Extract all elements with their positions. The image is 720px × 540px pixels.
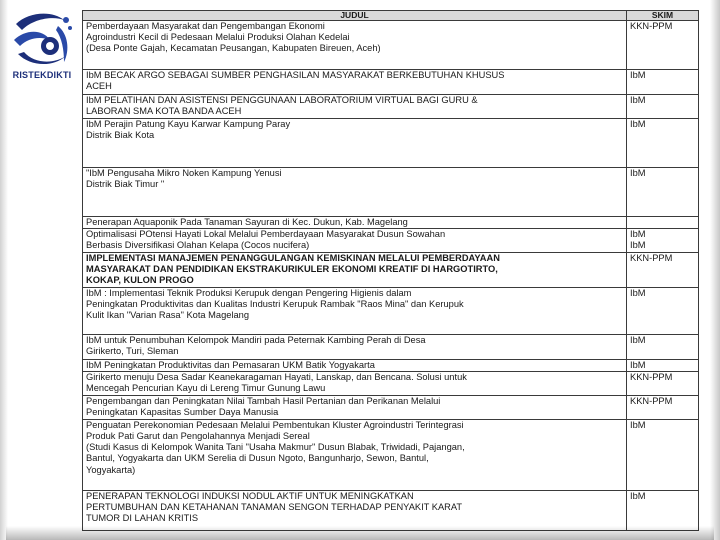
judul-cell — [83, 168, 627, 217]
table-row — [83, 229, 699, 252]
judul-cell — [83, 395, 627, 419]
skim-line: KKN-PPM — [630, 21, 673, 31]
skim-cell — [627, 490, 699, 530]
table-row — [83, 217, 699, 229]
judul-line: IbM Peningkatan Produktivitas dan Pemasaran UKM Batik Yogyakarta — [86, 359, 375, 370]
judul-cell — [83, 95, 627, 119]
logo-panel — [0, 0, 82, 540]
skim-line: IbM — [630, 70, 646, 80]
judul-line: Produk Pati Garut dan Pengolahannya Menjadi Sereal — [86, 431, 310, 442]
skim-line: IbM — [630, 419, 646, 430]
judul-line: Berbasis Diversifikasi Olahan Kelapa (Cocos nucifera) — [86, 240, 310, 251]
judul-line: PENERAPAN TEKNOLOGI INDUKSI NODUL AKTIF UNTUK MENINGKATKAN — [86, 490, 414, 501]
judul-line: IbM PELATIHAN DAN ASISTENSI PENGGUNAAN LABORATORIUM VIRTUAL BAGI GURU & — [86, 95, 478, 105]
skim-line — [630, 217, 695, 228]
judul-line: PERTUMBUHAN DAN KETAHANAN TANAMAN SENGON TERHADAP PENYAKIT KARAT — [86, 502, 463, 513]
proposal-table — [82, 10, 699, 531]
skim-line: IbM — [630, 95, 646, 105]
skim-cell — [627, 419, 699, 490]
skim-cell — [627, 252, 699, 287]
table-row — [83, 334, 699, 359]
skim-line: IbM — [630, 168, 646, 178]
table-row — [83, 252, 699, 287]
skim-cell — [627, 70, 699, 95]
skim-cell — [627, 287, 699, 334]
judul-line: TUMOR DI LAHAN KRITIS — [86, 513, 199, 524]
judul-line: Yogyakarta) — [86, 464, 136, 475]
skim-line: IbM — [630, 490, 646, 501]
judul-line: "IbM Pengusaha Mikro Noken Kampung Yenusi — [86, 168, 282, 178]
judul-line: Peningkatan Kapasitas Sumber Daya Manusia — [86, 407, 279, 418]
table-row — [83, 419, 699, 490]
judul-cell — [83, 334, 627, 359]
table-row — [83, 490, 699, 530]
table-row — [83, 371, 699, 395]
table-header-row — [83, 11, 699, 21]
header-judul: JUDUL — [83, 11, 627, 21]
skim-line: IbM — [630, 287, 646, 298]
judul-cell — [83, 21, 627, 70]
skim-cell — [627, 119, 699, 168]
judul-line: Distrik Biak Kota — [86, 130, 155, 141]
skim-cell — [627, 395, 699, 419]
judul-line: ACEH — [86, 81, 112, 92]
judul-line: Bantul, Yogyakarta dan UKM Serelia di Dusun Ngoto, Bangunharjo, Sewon, Bantul, — [86, 453, 429, 464]
judul-line: (Studi Kasus di Kelompok Wanita Tani "Usaha Makmur" Dusun Blabak, Triwidadi, Pajangan, — [86, 442, 465, 453]
judul-line: Peningkatan Produktivitas dan Kualitas Industri Kerupuk Rambak "Raos Mina" dan Kerupuk — [86, 298, 464, 309]
logo-label: RISTEKDIKTI — [12, 70, 72, 80]
judul-cell — [83, 252, 627, 287]
judul-line: IbM BECAK ARGO SEBAGAI SUMBER PENGHASILAN MASYARAKAT BERKEBUTUHAN KHUSUS — [86, 70, 505, 80]
skim-cell — [627, 95, 699, 119]
judul-cell — [83, 371, 627, 395]
skim-cell — [627, 371, 699, 395]
judul-line: Agroindustri Kecil di Pedesaan Melalui Produksi Olahan Kedelai — [86, 32, 350, 43]
judul-line: KOKAP, KULON PROGO — [86, 275, 194, 286]
judul-line: (Desa Ponte Gajah, Kecamatan Peusangan, Kabupaten Bireuen, Aceh) — [86, 43, 381, 54]
judul-cell — [83, 359, 627, 371]
skim-line: KKN-PPM — [630, 395, 673, 406]
judul-line: Pemberdayaan Masyarakat dan Pengembangan Ekonomi — [86, 21, 325, 31]
judul-line: Girikerto menuju Desa Sadar Keanekaragaman Hayati, Lanskap, dan Bencana. Solusi untuk — [86, 371, 467, 382]
slide-edge-shadow — [0, 0, 8, 540]
skim-line: KKN-PPM — [630, 371, 673, 382]
slide-edge-shadow — [710, 0, 720, 540]
judul-line: IbM Perajin Patung Kayu Karwar Kampung Paray — [86, 119, 291, 129]
table-row — [83, 395, 699, 419]
table-body — [83, 21, 699, 531]
judul-line: IbM : Implementasi Teknik Produksi Kerupuk dengan Pengering Higienis dalam — [86, 287, 412, 298]
judul-cell — [83, 229, 627, 252]
table-row — [83, 21, 699, 70]
judul-line: Girikerto, Turi, Sleman — [86, 345, 179, 356]
table-row — [83, 287, 699, 334]
table-row — [83, 119, 699, 168]
skim-cell — [627, 21, 699, 70]
judul-line: MASYARAKAT DAN PENDIDIKAN EKSTRAKURIKULER EKONOMI KREATIF DI HARGOTIRTO, — [86, 263, 498, 274]
skim-cell — [627, 168, 699, 217]
judul-line: Kulit Ikan "Varian Rasa" Kota Magelang — [86, 310, 250, 321]
judul-cell — [83, 119, 627, 168]
judul-cell — [83, 287, 627, 334]
judul-line: Mencegah Pencurian Kayu di Lereng Timur Gunung Lawu — [86, 383, 326, 394]
judul-cell — [83, 70, 627, 95]
skim-line: KKN-PPM — [630, 252, 673, 263]
judul-line: Penerapan Aquaponik Pada Tanaman Sayuran di Kec. Dukun, Kab. Magelang — [86, 217, 408, 227]
judul-line — [86, 141, 623, 152]
judul-cell — [83, 419, 627, 490]
judul-line: Pengembangan dan Peningkatan Nilai Tambah Hasil Pertanian dan Perikanan Melalui — [86, 395, 441, 406]
judul-line: Distrik Biak Timur " — [86, 179, 165, 190]
judul-line: IbM untuk Penumbuhan Kelompok Mandiri pada Peternak Kambing Perah di Desa — [86, 334, 426, 345]
table-row — [83, 168, 699, 217]
table-row — [83, 359, 699, 371]
judul-line: Penguatan Perekonomian Pedesaan Melalui Pembentukan Kluster Agroindustri Terintegrasi — [86, 419, 464, 430]
table-row — [83, 95, 699, 119]
skim-cell — [627, 359, 699, 371]
skim-line: IbM — [630, 334, 646, 345]
judul-line: LABORAN SMA KOTA BANDA ACEH — [86, 106, 242, 117]
header-skim: SKIM — [627, 11, 699, 21]
slide-edge-shadow — [6, 526, 714, 540]
judul-cell — [83, 490, 627, 530]
skim-cell — [627, 229, 699, 252]
skim-line: IbM — [630, 229, 646, 240]
judul-line — [86, 190, 623, 201]
skim-cell — [627, 217, 699, 229]
table-row — [83, 70, 699, 95]
judul-line: Optimalisasi POtensi Hayati Lokal Melalui Pemberdayaan Masyarakat Dusun Sowahan — [86, 229, 446, 240]
judul-line: IMPLEMENTASI MANAJEMEN PENANGGULANGAN KEMISKINAN MELALUI PEMBERDAYAAN — [86, 252, 500, 263]
judul-cell — [83, 217, 627, 229]
skim-line: IbM — [630, 119, 646, 129]
skim-cell — [627, 334, 699, 359]
skim-line: IbM — [630, 240, 646, 251]
skim-line: IbM — [630, 359, 646, 370]
